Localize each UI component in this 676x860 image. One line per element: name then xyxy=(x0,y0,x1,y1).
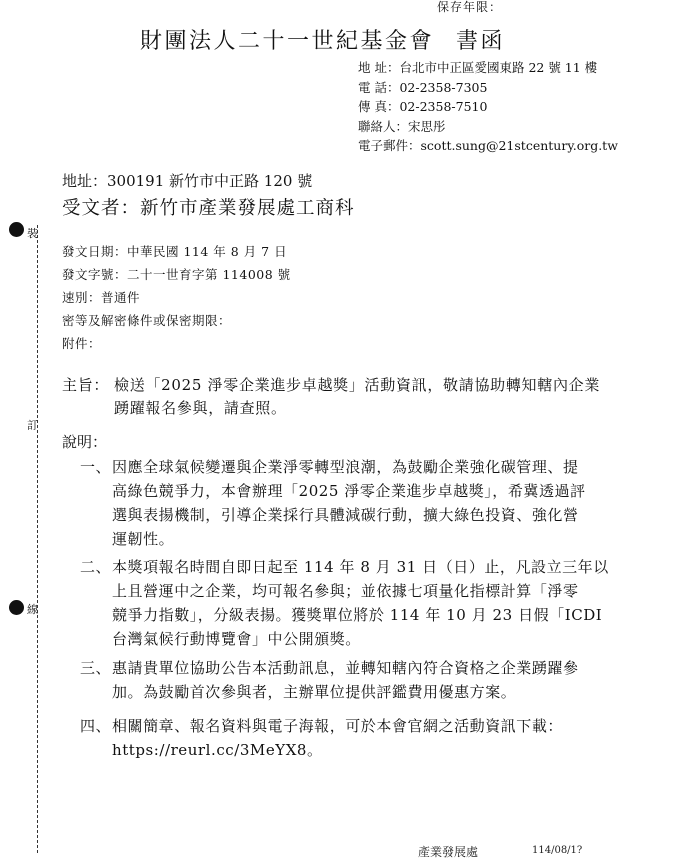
subject-line: 踴躍報名參與，請查照。 xyxy=(114,399,287,417)
explanation-label: 說明： xyxy=(62,433,108,451)
issue-date: 發文日期：中華民國 114 年 8 月 7 日 xyxy=(62,244,288,259)
contact-block xyxy=(358,58,618,156)
contact-email: 電子郵件：scott.sung@21stcentury.org.tw xyxy=(358,138,618,153)
received-stamp: 產業發展處 xyxy=(418,845,479,859)
item-line: https://reurl.cc/3MeYX8。 xyxy=(112,741,323,759)
subject-label: 主旨： xyxy=(62,376,110,394)
subject-section xyxy=(62,374,600,420)
binding-dashed-line xyxy=(37,225,38,853)
binding-mark-line: 線 xyxy=(27,603,38,616)
item-line: 高綠色競爭力，本會辦理「2025 淨零企業進步卓越獎」，希冀透過評 xyxy=(112,482,586,500)
recipient-address: 地址：300191 新竹市中正路 120 號 xyxy=(62,172,313,190)
item-line: 加。為鼓勵首次參與者，主辦單位提供評鑑費用優惠方案。 xyxy=(112,683,517,701)
item-number: 四、 xyxy=(80,717,112,735)
item-line: 因應全球氣候變遷與企業淨零轉型浪潮，為鼓勵企業強化碳管理、提 xyxy=(112,458,579,476)
item-line: 運韌性。 xyxy=(112,530,175,548)
subject-line: 檢送「2025 淨零企業進步卓越獎」活動資訊，敬請協助轉知轄內企業 xyxy=(114,376,601,394)
retention-period-label: 保存年限： xyxy=(437,0,503,14)
secrecy-level: 密等及解密條件或保密期限： xyxy=(62,313,232,328)
explanation-item xyxy=(80,656,625,704)
document-title xyxy=(140,24,505,55)
recipient-name: 受文者：新竹市產業發展處工商科 xyxy=(62,198,355,219)
received-number: 114/08/1? xyxy=(532,845,583,856)
item-line: 相關簡章、報名資料與電子海報，可於本會官網之活動資訊下載： xyxy=(112,717,563,735)
delivery-speed: 速別：普通件 xyxy=(62,290,141,305)
punch-hole-icon xyxy=(9,600,24,615)
explanation-item xyxy=(80,714,625,762)
issuing-organization: 財團法人二十一世紀基金會 xyxy=(140,29,435,54)
contact-phone: 電 話：02-2358-7305 xyxy=(358,79,488,95)
item-number: 三、 xyxy=(80,659,112,677)
explanation-item xyxy=(80,455,625,551)
binding-mark-order: 訂 xyxy=(27,419,38,432)
document-type: 書函 xyxy=(456,29,506,54)
document-number: 發文字號：二十一世育字第 114008 號 xyxy=(62,267,291,282)
explanation-item xyxy=(80,555,625,651)
contact-person: 聯絡人：宋思彤 xyxy=(358,118,446,134)
contact-fax: 傳 真：02-2358-7510 xyxy=(358,99,488,114)
item-line: 惠請貴單位協助公告本活動訊息，並轉知轄內符合資格之企業踴躍參 xyxy=(112,659,579,677)
contact-address: 地 址：台北市中正區愛國東路 22 號 11 樓 xyxy=(358,60,598,75)
document-meta xyxy=(62,240,291,355)
binding-mark-bind: 裝 xyxy=(27,227,38,240)
item-line: 本獎項報名時間自即日起至 114 年 8 月 31 日（日）止，凡設立三年以 xyxy=(112,558,609,576)
item-line: 台灣氣候行動博覽會」中公開頒獎。 xyxy=(112,630,361,648)
item-number: 二、 xyxy=(80,558,112,576)
punch-hole-icon xyxy=(9,222,24,237)
attachment-label: 附件： xyxy=(62,336,102,351)
item-line: 上且營運中之企業，均可報名參與；並依據七項量化指標計算「淨零 xyxy=(112,582,579,600)
item-line: 競爭力指數」，分級表揚。獲獎單位將於 114 年 10 月 23 日假「ICDI xyxy=(112,606,603,624)
item-line: 選與表揚機制，引導企業採行具體減碳行動，擴大綠色投資、強化營 xyxy=(112,506,579,524)
item-number: 一、 xyxy=(80,458,112,476)
